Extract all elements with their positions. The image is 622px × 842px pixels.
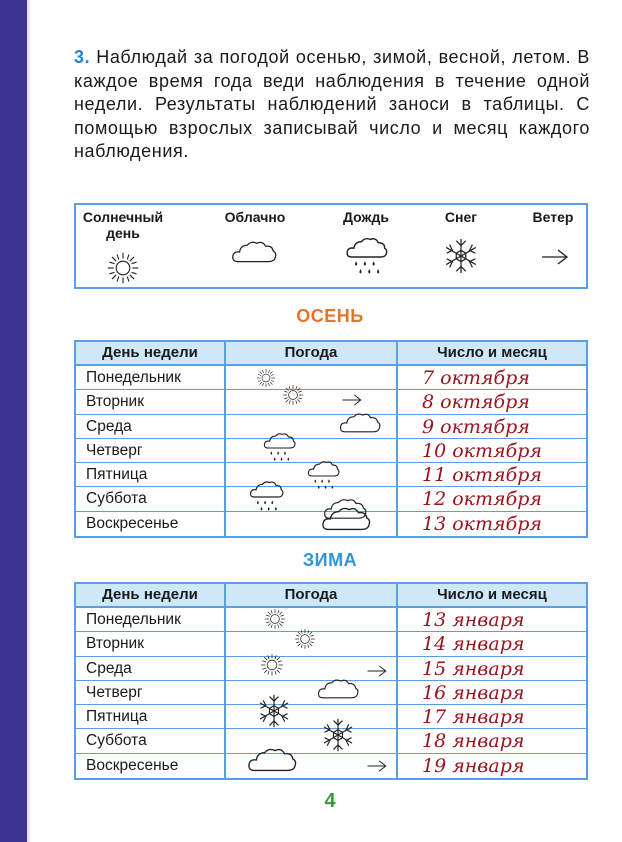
table-row <box>76 415 586 439</box>
date-handwritten: 11 октября <box>422 464 542 487</box>
date-handwritten: 12 октября <box>422 488 542 511</box>
table-header <box>76 342 586 366</box>
date-cell <box>398 366 586 389</box>
date-handwritten: 16 января <box>422 681 525 704</box>
book-spine <box>0 0 27 842</box>
cloud-icon <box>338 411 382 435</box>
autumn-title: ОСЕНЬ <box>296 306 364 326</box>
date-handwritten: 7 октября <box>422 367 530 389</box>
header-date: Число и месяц <box>437 344 547 361</box>
rain-cloud-icon <box>262 431 296 465</box>
wind-arrow-icon <box>366 758 388 774</box>
table-row <box>76 681 586 705</box>
day-cell: Воскресенье <box>76 754 226 778</box>
day-cell: Понедельник <box>76 608 226 631</box>
legend-item-wind <box>522 209 584 225</box>
date-handwritten: 10 октября <box>422 439 542 462</box>
legend-item-sunny <box>80 209 166 241</box>
day-cell: Среда <box>76 415 226 438</box>
date-handwritten: 8 октября <box>422 391 530 414</box>
header-day: День недели <box>76 584 226 606</box>
date-cell <box>398 512 586 536</box>
table-row <box>76 463 586 487</box>
date-handwritten: 13 октября <box>422 512 542 535</box>
weather-cell <box>226 681 398 704</box>
date-cell <box>398 729 586 752</box>
page-number: 4 <box>324 790 336 812</box>
header-date: Число и месяц <box>437 586 547 603</box>
legend-item-snow <box>434 209 488 225</box>
legend-item-rain <box>334 209 398 225</box>
date-cell <box>398 415 586 438</box>
day-cell: Пятница <box>76 463 226 486</box>
day-cell: Вторник <box>76 632 226 655</box>
weather-cell <box>226 754 398 778</box>
task-body: Наблюдай за погодой осенью, зимой, весной, летом. В каждое время года веди наблюдения в течение одной недели. Результаты наблюдений заноси в таблицы. С помощью взрослых записывай число и месяц каждого наблюдения. <box>74 47 590 161</box>
sun-icon <box>260 653 284 677</box>
table-header <box>76 584 586 608</box>
weather-cell <box>226 632 398 655</box>
date-cell <box>398 657 586 680</box>
day-cell: Воскресенье <box>76 512 226 536</box>
date-cell <box>398 754 586 778</box>
weather-legend <box>74 203 588 289</box>
table-row <box>76 754 586 778</box>
date-handwritten: 14 января <box>422 633 525 656</box>
table-row <box>76 608 586 632</box>
day-cell: Суббота <box>76 729 226 752</box>
weather-cell <box>226 657 398 680</box>
winter-table <box>74 582 588 780</box>
legend-label: Ветер <box>532 209 574 225</box>
spine-edge <box>27 0 30 842</box>
day-cell: Четверг <box>76 681 226 704</box>
sun-icon <box>106 251 140 285</box>
day-cell: Четверг <box>76 439 226 462</box>
snowflake-icon <box>320 717 356 753</box>
task-text <box>74 46 590 164</box>
day-cell: Пятница <box>76 705 226 728</box>
date-cell <box>398 632 586 655</box>
date-cell <box>398 487 586 510</box>
snowflake-icon <box>256 693 292 729</box>
rain-cloud-icon <box>344 235 388 279</box>
rain-cloud-icon <box>248 479 284 515</box>
cloud-icon <box>316 677 360 701</box>
task-number: 3. <box>74 47 91 67</box>
legend-label: Солнечный день <box>82 209 164 241</box>
sun-icon <box>294 628 316 650</box>
legend-label: Дождь <box>343 209 389 225</box>
weather-cell <box>226 512 398 536</box>
cloud-icon <box>230 239 278 265</box>
date-cell <box>398 390 586 413</box>
table-row <box>76 729 586 753</box>
header-day: День недели <box>76 342 226 364</box>
wind-arrow-icon <box>366 663 388 679</box>
date-cell <box>398 608 586 631</box>
sun-icon <box>282 384 304 406</box>
sun-icon <box>264 608 286 630</box>
weather-cell <box>226 415 398 438</box>
date-cell <box>398 705 586 728</box>
date-handwritten: 13 января <box>422 609 525 631</box>
date-cell <box>398 439 586 462</box>
cloud-icon <box>246 746 298 774</box>
date-handwritten: 15 января <box>422 657 525 680</box>
date-handwritten: 19 января <box>422 754 525 777</box>
weather-cell <box>226 366 398 389</box>
wind-arrow-icon <box>540 247 570 267</box>
header-weather: Погода <box>226 342 398 364</box>
legend-label: Облачно <box>224 209 286 225</box>
cloud-icon <box>320 505 372 533</box>
date-cell <box>398 463 586 486</box>
legend-item-cloudy <box>218 209 292 225</box>
date-cell <box>398 681 586 704</box>
snowflake-icon <box>442 237 480 275</box>
day-cell: Вторник <box>76 390 226 413</box>
day-cell: Среда <box>76 657 226 680</box>
date-handwritten: 9 октября <box>422 415 530 438</box>
weather-cell <box>226 705 398 728</box>
sun-icon <box>256 368 276 388</box>
legend-label: Снег <box>444 209 478 225</box>
date-handwritten: 18 января <box>422 730 525 753</box>
weather-cell <box>226 487 398 510</box>
header-weather: Погода <box>226 584 398 606</box>
date-handwritten: 17 января <box>422 706 525 729</box>
day-cell: Понедельник <box>76 366 226 389</box>
table-row <box>76 366 586 390</box>
table-row <box>76 390 586 414</box>
wind-arrow-icon <box>341 392 363 408</box>
day-cell: Суббота <box>76 487 226 510</box>
table-row <box>76 632 586 656</box>
winter-title: ЗИМА <box>302 550 358 570</box>
